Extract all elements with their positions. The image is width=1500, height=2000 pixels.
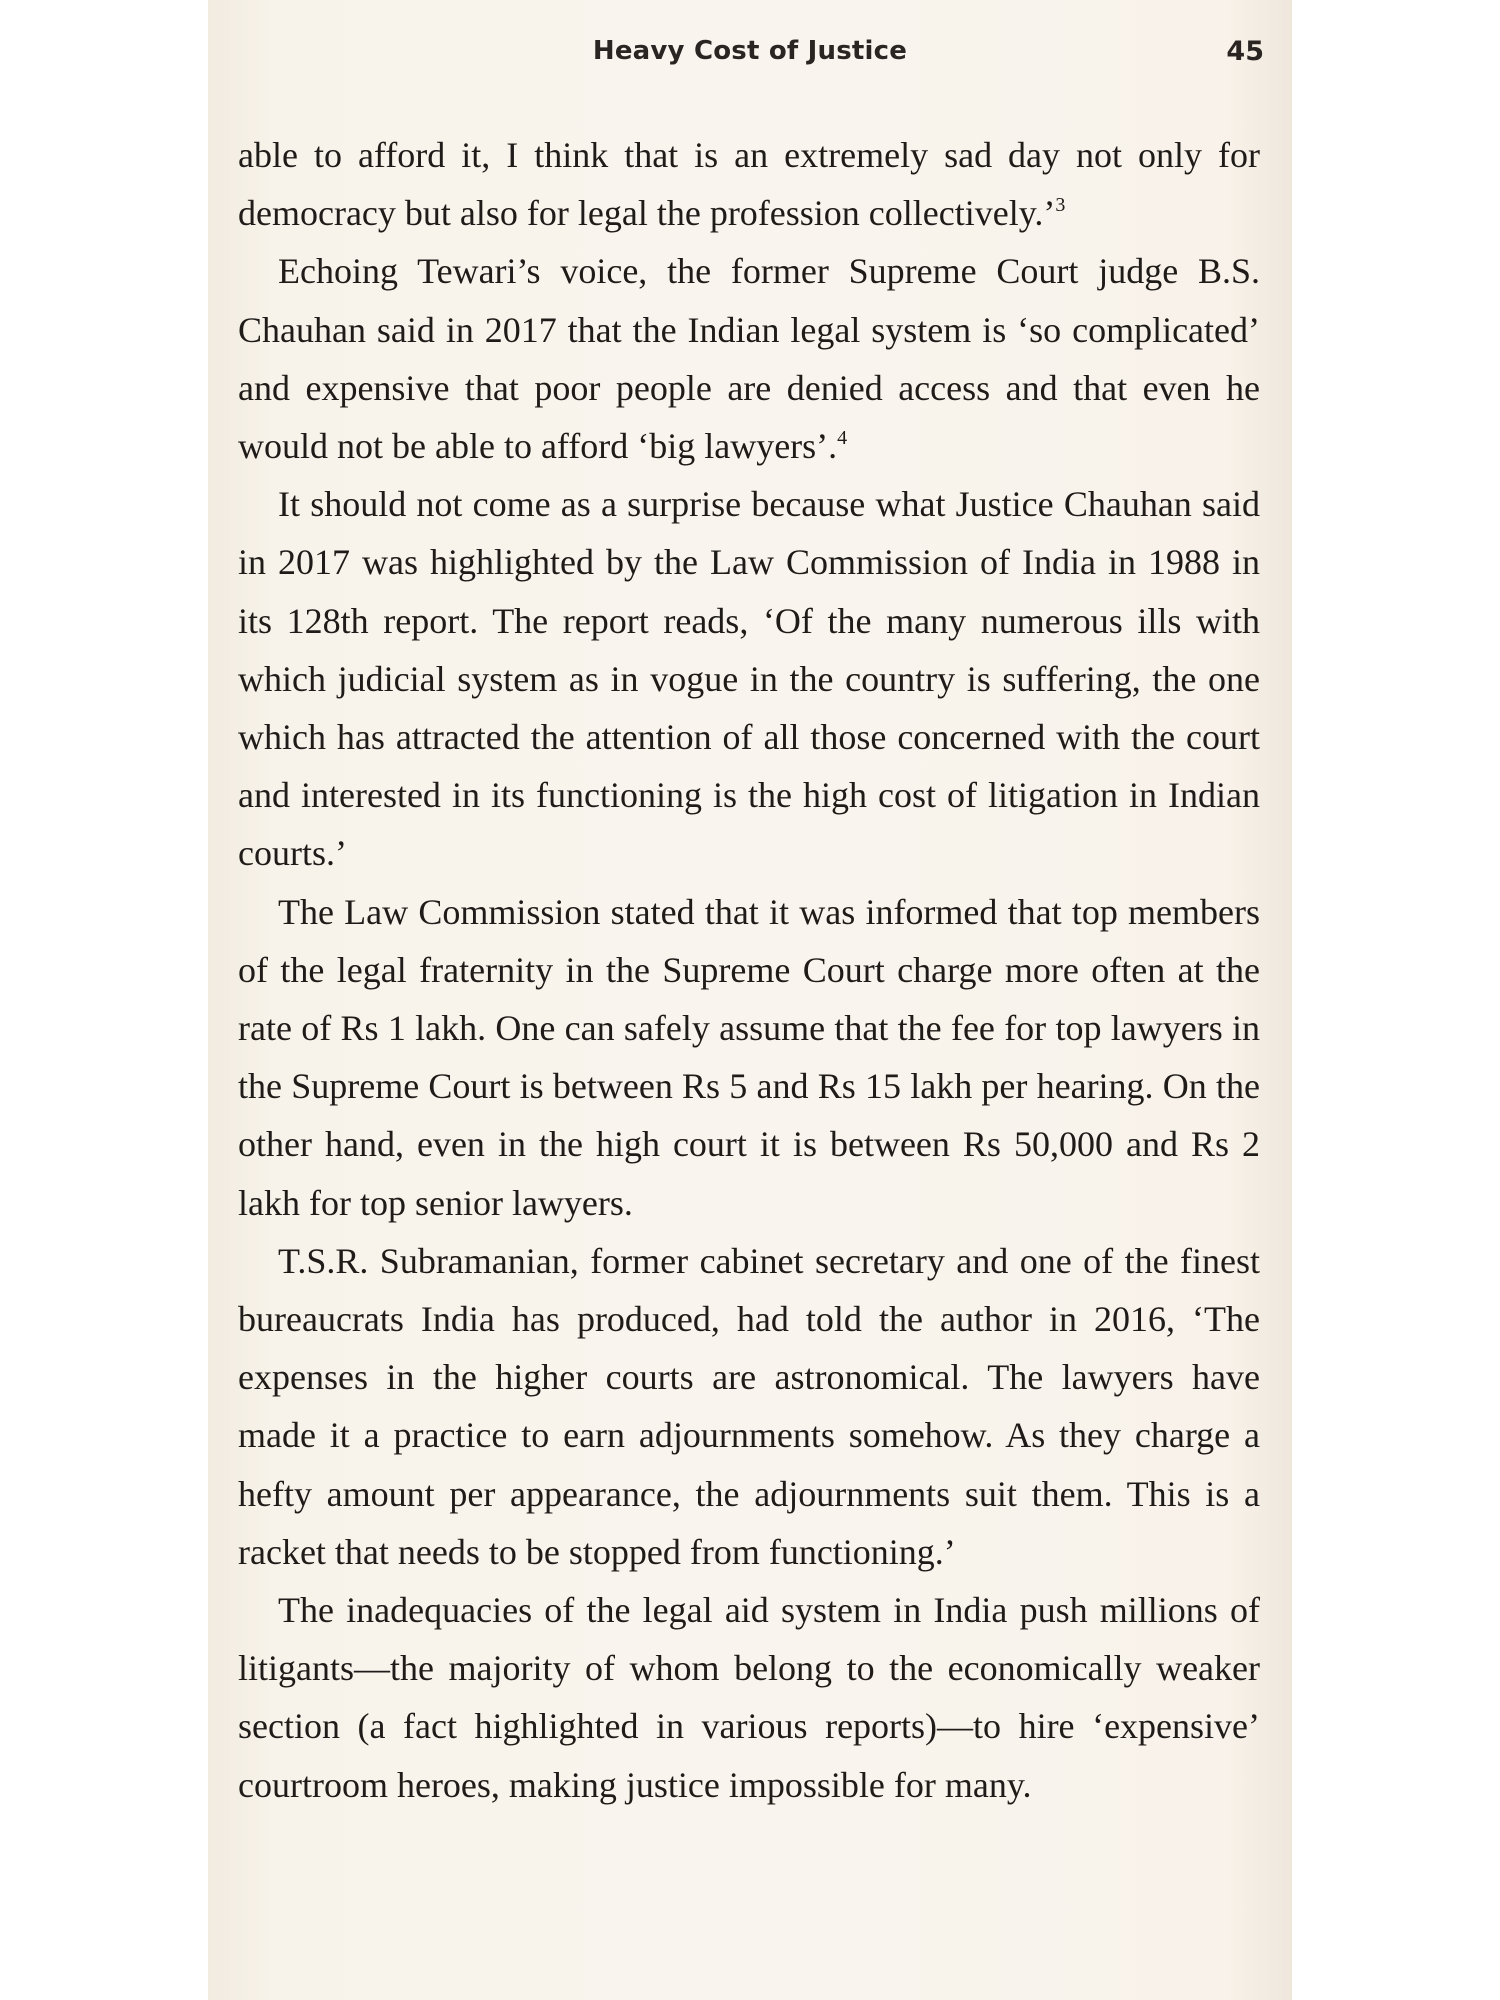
paragraph-1-text: able to afford it, I think that is an extremely sad day not only for democracy but also for legal the profession collectively.’ xyxy=(238,135,1260,234)
paragraph-1 xyxy=(238,126,1260,242)
paragraph-4: The Law Commission stated that it was informed that top members of the legal fraternity in the Supreme Court charge more often at the rate of Rs 1 lakh. One can safely assume that the fee for top lawyers in the Supreme Court is between Rs 5 and Rs 15 lakh per hearing. On the other hand, even in the high court it is between Rs 50,000 and Rs 2 lakh for top senior lawyers. xyxy=(238,891,1260,1223)
footnote-ref-4: 4 xyxy=(837,427,848,450)
paragraph-3: It should not come as a surprise because what Justice Chauhan said in 2017 was highlighted by the Law Commission of India in 1988 in its 128th report. The report reads, ‘Of the many numerous ills with which judicial system as in vogue in the country is suffering, the one which has attracted the attention of all those concerned with the court and interested in its functioning is the high cost of litigation in Indian courts.’ xyxy=(238,484,1260,874)
running-head: Heavy Cost of Justice xyxy=(592,36,908,66)
paragraph-2 xyxy=(238,242,1260,475)
book-page xyxy=(208,0,1292,2000)
paragraph-2-text: Echoing Tewari’s voice, the former Supreme Court judge B.S. Chauhan said in 2017 that the Indian legal system is ‘so complicated’ and expensive that poor people are denied access and that even he would not be able to afford ‘big lawyers’. xyxy=(238,251,1260,467)
paragraph-5: T.S.R. Subramanian, former cabinet secretary and one of the finest bureaucrats India has produced, had told the author in 2016, ‘The expenses in the higher courts are astronomical. The lawyers have made it a practice to earn adjournments somehow. As they charge a hefty amount per appearance, the adjournments suit them. This is a racket that needs to be stopped from functioning.’ xyxy=(238,1240,1260,1572)
page-header xyxy=(208,36,1292,76)
page-number: 45 xyxy=(1226,36,1264,67)
paragraph-6: The inadequacies of the legal aid system in India push millions of litigants—the majority of whom belong to the economically weaker section (a fact highlighted in various reports)—to hire ‘expensive’ courtroom heroes, making justice impossible for many. xyxy=(238,1590,1260,1805)
body-text xyxy=(238,126,1260,1814)
footnote-ref-3: 3 xyxy=(1055,194,1066,217)
